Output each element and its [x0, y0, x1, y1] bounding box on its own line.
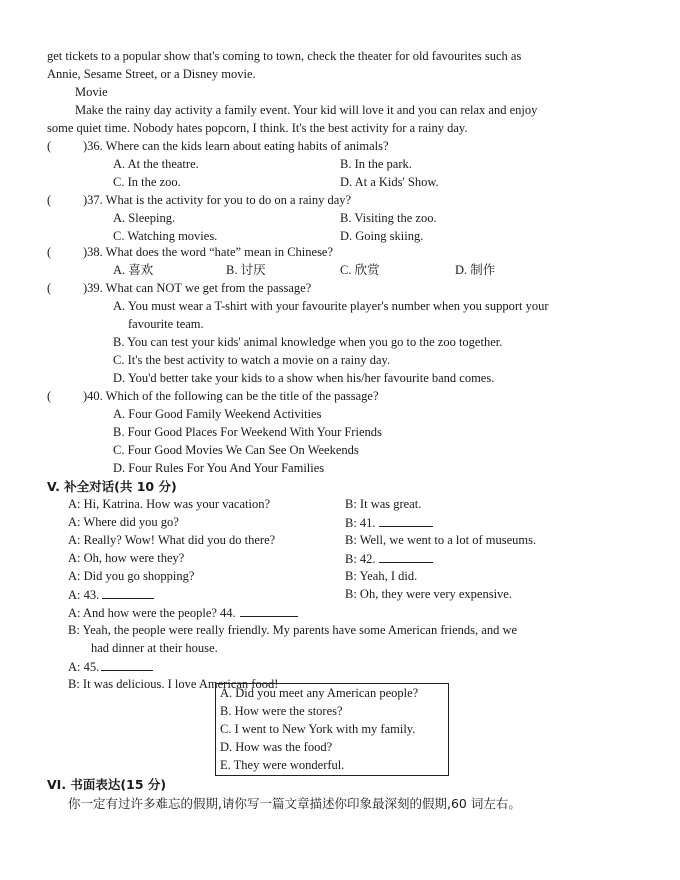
q37-option-a: A. Sleeping. [113, 211, 176, 225]
passage-line: get tickets to a popular show that's coming to town, check the theater for old favourites such as [47, 49, 522, 63]
answer-paren[interactable]: ( [47, 245, 52, 259]
blank-42[interactable] [379, 550, 433, 563]
q39-option-b: B. You can test your kids' animal knowledge when you go to the zoo together. [113, 335, 503, 349]
q39-option-a-cont: favourite team. [128, 317, 204, 331]
question-36-stem: )36. Where can the kids learn about eating habits of animals? [83, 139, 389, 153]
blank-41-label: B: 41. [345, 516, 376, 530]
dialogue-line-a-43 [68, 586, 154, 604]
q39-option-d: D. You'd better take your kids to a show when his/her favourite band comes. [113, 371, 495, 385]
dialogue-line-a: A: Oh, how were they? [68, 551, 185, 565]
q39-option-a: A. You must wear a T-shirt with your favourite player's number when you support your [113, 299, 549, 313]
passage-line: Make the rainy day activity a family event. Your kid will love it and you can relax and enjoy [75, 103, 538, 117]
passage-line: Annie, Sesame Street, or a Disney movie. [47, 67, 256, 81]
dialogue-line-a-45 [68, 658, 153, 676]
passage-line: some quiet time. Nobody hates popcorn, I think. It's the best activity for a rainy day. [47, 121, 468, 135]
blank-43-label: A: 43. [68, 588, 100, 602]
blank-44-label: A: And how were the people? 44. [68, 606, 236, 620]
options-box [215, 683, 449, 776]
q39-option-c: C. It's the best activity to watch a movie on a rainy day. [113, 353, 391, 367]
q38-option-d: D. 制作 [455, 263, 496, 277]
box-option-b: B. How were the stores? [220, 704, 343, 718]
dialogue-line-b-41 [345, 514, 433, 532]
blank-45-label: A: 45. [68, 660, 100, 674]
q38-option-c: C. 欣赏 [340, 263, 380, 277]
q37-option-d: D. Going skiing. [340, 229, 424, 243]
q40-option-b: B. Four Good Places For Weekend With Your Friends [113, 425, 382, 439]
dialogue-line-a: A: Really? Wow! What did you do there? [68, 533, 276, 547]
blank-42-label: B: 42. [345, 552, 376, 566]
q37-option-b: B. Visiting the zoo. [340, 211, 437, 225]
blank-44[interactable] [240, 604, 298, 617]
dialogue-line-b: B: It was delicious. I love American food! [68, 677, 279, 691]
answer-paren[interactable]: ( [47, 389, 52, 403]
box-option-d: D. How was the food? [220, 740, 333, 754]
section-6-title: VI. 书面表达(15 分) [47, 777, 167, 792]
q37-option-c: C. Watching movies. [113, 229, 218, 243]
passage-heading-movie: Movie [75, 85, 108, 99]
dialogue-line-b: B: Well, we went to a lot of museums. [345, 533, 537, 547]
writing-prompt: 你一定有过许多难忘的假期,请你写一篇文章描述你印象最深刻的假期,60 词左右。 [68, 796, 521, 811]
dialogue-line-b-cont: had dinner at their house. [91, 641, 218, 655]
dialogue-line-b: B: Yeah, the people were really friendly. My parents have some American friends, and we [68, 623, 518, 637]
answer-paren[interactable]: ( [47, 193, 52, 207]
box-option-a: A. Did you meet any American people? [220, 686, 419, 700]
section-5-title: V. 补全对话(共 10 分) [47, 479, 177, 494]
answer-paren[interactable]: ( [47, 139, 52, 153]
q36-option-b: B. In the park. [340, 157, 412, 171]
question-40-stem: )40. Which of the following can be the title of the passage? [83, 389, 379, 403]
blank-41[interactable] [379, 514, 433, 527]
dialogue-line-a: A: Where did you go? [68, 515, 179, 529]
box-option-e: E. They were wonderful. [220, 758, 345, 772]
blank-43[interactable] [102, 586, 154, 599]
q40-option-d: D. Four Rules For You And Your Families [113, 461, 325, 475]
answer-paren[interactable]: ( [47, 281, 52, 295]
box-option-c: C. I went to New York with my family. [220, 722, 416, 736]
q36-option-a: A. At the theatre. [113, 157, 199, 171]
dialogue-line-a: A: Did you go shopping? [68, 569, 195, 583]
q36-option-d: D. At a Kids' Show. [340, 175, 439, 189]
blank-45[interactable] [101, 658, 153, 671]
q40-option-a: A. Four Good Family Weekend Activities [113, 407, 322, 421]
dialogue-line-a-44 [68, 604, 298, 622]
dialogue-line-b: B: It was great. [345, 497, 422, 511]
dialogue-line-b: B: Yeah, I did. [345, 569, 418, 583]
q38-option-a: A. 喜欢 [113, 263, 154, 277]
question-38-stem: )38. What does the word “hate” mean in Chinese? [83, 245, 334, 259]
question-37-stem: )37. What is the activity for you to do on a rainy day? [83, 193, 352, 207]
dialogue-line-b-42 [345, 550, 433, 568]
q38-option-b: B. 讨厌 [226, 263, 266, 277]
question-39-stem: )39. What can NOT we get from the passage? [83, 281, 312, 295]
dialogue-line-a: A: Hi, Katrina. How was your vacation? [68, 497, 271, 511]
dialogue-line-b: B: Oh, they were very expensive. [345, 587, 512, 601]
q36-option-c: C. In the zoo. [113, 175, 181, 189]
q40-option-c: C. Four Good Movies We Can See On Weekends [113, 443, 359, 457]
